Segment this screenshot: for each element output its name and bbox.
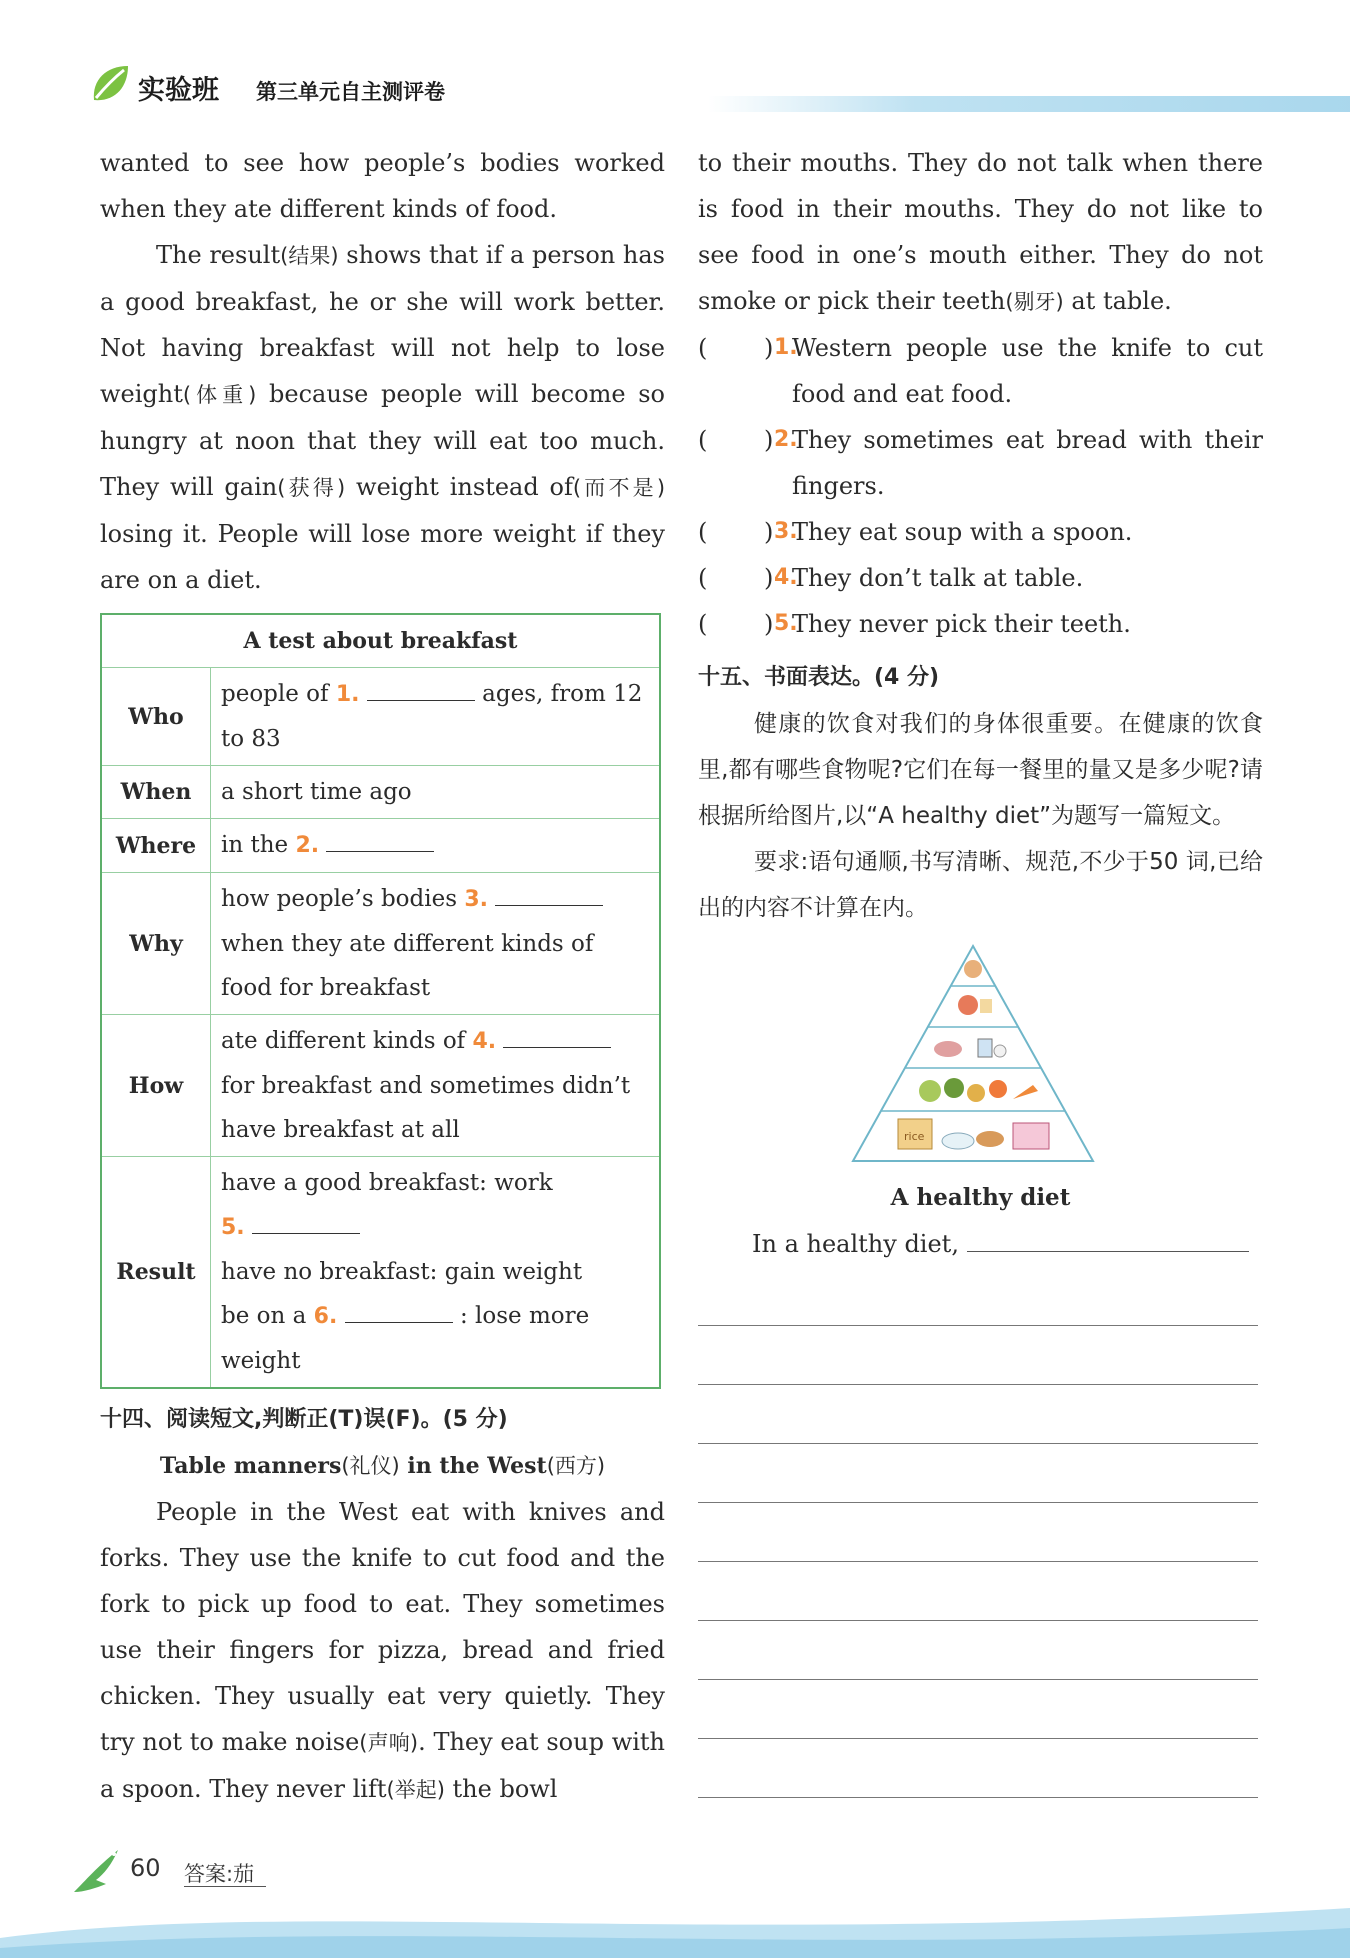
answer-blank-2[interactable] <box>326 829 434 852</box>
text-segment: losing it. People will lose more weight if they are on a diet. <box>100 520 665 594</box>
question-item <box>698 601 1263 647</box>
footer-wave-decor <box>0 1878 1350 1958</box>
right-column <box>698 140 1263 1798</box>
gloss: (获得) <box>277 476 346 500</box>
row-label-why: Why <box>101 873 211 1015</box>
answer-blank-3[interactable] <box>495 883 603 906</box>
cell-text: have a good breakfast: work <box>221 1170 553 1196</box>
question-number: 2. <box>774 427 798 452</box>
section-15-heading: 十五、书面表达。(4 分) <box>698 665 940 690</box>
answer-blank-1[interactable] <box>367 678 475 701</box>
page-header <box>88 58 1308 110</box>
reading-paragraph-2 <box>100 232 665 603</box>
text-segment: . They eat soup with a spoon. They never lift <box>100 1728 666 1803</box>
cell-text: ate different kinds of <box>221 1028 466 1054</box>
text-segment: People in the West eat with knives and forks. They use the knife to cut food and the fork to pick up food to eat. They sometimes use their fingers for pizza, bread and fried chicken. They usually eat very quietly. They try not to make noise <box>100 1498 665 1756</box>
writing-instruction: 健康的饮食对我们的身体很重要。在健康的饮食里,都有哪些食物呢?它们在每一餐里的量又是多少呢?请根据所给图片,以“A healthy diet”为题写一篇短文。 <box>698 711 1263 829</box>
writing-line[interactable] <box>698 1739 1258 1798</box>
question-number: 4. <box>774 565 798 590</box>
row-value-how <box>211 1015 661 1157</box>
answer-paren-open[interactable]: ( <box>698 610 708 638</box>
gloss: (而不是) <box>572 476 666 500</box>
text-segment: to their mouths. They do not talk when there is food in their mouths. They do not like to see food in one’s mouth either. They do not smoke or pick their teeth <box>698 149 1263 315</box>
writing-line[interactable] <box>698 1267 1258 1326</box>
writing-line[interactable] <box>698 1444 1258 1503</box>
gloss: (体重) <box>182 383 257 407</box>
text-segment: shows that if a person has a good breakfast, he or she will work better. Not having breakfast will not help to lose weight <box>100 241 665 408</box>
question-number: 3. <box>774 519 798 544</box>
cell-text: have no breakfast: gain weight <box>221 1259 583 1285</box>
cell-text: people of <box>221 681 329 707</box>
writing-requirement: 要求:语句通顺,书写清晰、规范,不少于50 词,已给出的内容不计算在内。 <box>698 849 1263 921</box>
page-number: 60 <box>130 1854 161 1882</box>
row-label-how: How <box>101 1015 211 1157</box>
diet-figure-caption: A healthy diet <box>890 1184 1071 1211</box>
row-value-result <box>211 1157 661 1389</box>
row-label-where: Where <box>101 819 211 873</box>
gloss: (结果) <box>280 244 339 268</box>
answer-paren-close: ) <box>764 334 774 362</box>
question-text: They eat soup with a spoon. <box>792 518 1133 546</box>
food-pyramid-figure <box>698 941 1263 1171</box>
answer-paren-open[interactable]: ( <box>698 334 708 362</box>
bird-decor-icon <box>66 1840 130 1900</box>
title-text: Table manners <box>159 1453 342 1479</box>
answer-paren-close: ) <box>764 610 774 638</box>
row-label-result: Result <box>101 1157 211 1389</box>
row-label-who: Who <box>101 668 211 766</box>
blank-number: 4. <box>472 1029 497 1054</box>
question-item <box>698 325 1263 417</box>
series-name: 实验班 <box>138 75 219 106</box>
rice-bag-label: rice <box>904 1130 925 1143</box>
row-label-when: When <box>101 766 211 819</box>
reading-paragraph-1: wanted to see how people’s bodies worked when they ate different kinds of food. <box>100 149 665 223</box>
cell-text: when they ate different kinds of food for breakfast <box>221 931 594 1001</box>
question-item <box>698 509 1263 555</box>
cell-text: : lose more weight <box>221 1303 590 1374</box>
row-value-when: a short time ago <box>211 766 661 819</box>
page-footer <box>0 1840 1350 1958</box>
text-segment: at table. <box>1063 287 1172 315</box>
writing-line[interactable] <box>698 1326 1258 1385</box>
row-value-where <box>211 819 661 873</box>
question-item <box>698 417 1263 509</box>
passage-paragraph <box>100 1489 665 1813</box>
unit-title: 第三单元自主测评卷 <box>256 80 445 104</box>
question-text: Western people use the knife to cut food and eat food. <box>792 334 1263 408</box>
cell-text: ages, from 12 to 83 <box>221 681 643 752</box>
gloss: (举起) <box>386 1778 445 1802</box>
gloss: (礼仪) <box>341 1454 400 1478</box>
gloss: (声响) <box>359 1731 419 1755</box>
true-false-questions <box>698 325 1263 647</box>
blank-number: 1. <box>335 682 360 707</box>
section-14-heading: 十四、阅读短文,判断正(T)误(F)。(5 分) <box>100 1407 508 1432</box>
blank-number: 3. <box>464 887 489 912</box>
leaf-logo-icon <box>88 62 134 106</box>
writing-line[interactable] <box>698 1562 1258 1621</box>
answer-underline <box>184 1886 266 1887</box>
gloss: (西方) <box>546 1454 606 1478</box>
essay-start-line <box>752 1221 1263 1267</box>
question-text: They sometimes eat bread with their fingers. <box>792 426 1263 500</box>
cell-text: in the <box>221 832 289 858</box>
answer-paren-open[interactable]: ( <box>698 564 708 592</box>
question-item <box>698 555 1263 601</box>
text-segment: because people will become so hungry at noon that they will eat too much. They will gain <box>100 380 666 501</box>
answer-blank-5[interactable] <box>252 1211 360 1234</box>
question-number: 1. <box>774 335 798 360</box>
answer-paren-open[interactable]: ( <box>698 518 708 546</box>
question-text: They never pick their teeth. <box>792 610 1131 638</box>
row-value-why <box>211 873 661 1015</box>
writing-line[interactable] <box>698 1385 1258 1444</box>
passage-continued <box>698 140 1263 325</box>
answer-note: 答案:茄 <box>184 1862 255 1886</box>
row-value-who <box>211 668 661 766</box>
gloss: (剔牙) <box>1005 290 1064 314</box>
result-line-6 <box>221 1294 649 1383</box>
cell-text: for breakfast and sometimes didn’t have breakfast at all <box>221 1073 631 1143</box>
answer-paren-close: ) <box>764 564 774 592</box>
text-segment: weight instead of <box>345 473 573 501</box>
cell-text: be on a <box>221 1303 307 1329</box>
essay-writing-blank[interactable] <box>967 1231 1249 1252</box>
question-text: They don’t talk at table. <box>792 564 1084 592</box>
answer-paren-close: ) <box>764 518 774 546</box>
essay-start-text: In a healthy diet, <box>752 1230 959 1258</box>
left-column <box>100 140 665 1813</box>
table-title: A test about breakfast <box>101 614 660 668</box>
writing-line[interactable] <box>698 1680 1258 1739</box>
writing-line[interactable] <box>698 1503 1258 1562</box>
text-segment: the bowl <box>444 1775 558 1803</box>
answer-paren-close: ) <box>764 426 774 454</box>
food-pyramid-icon <box>848 941 1098 1166</box>
question-number: 5. <box>774 611 798 636</box>
answer-blank-6[interactable] <box>345 1300 453 1323</box>
cell-text: how people’s bodies <box>221 886 458 912</box>
breakfast-test-table <box>100 613 661 1389</box>
answer-paren-open[interactable]: ( <box>698 426 708 454</box>
blank-number: 5. <box>221 1215 245 1240</box>
header-decor-band <box>708 96 1350 112</box>
title-text: in the West <box>399 1453 547 1479</box>
writing-line[interactable] <box>698 1621 1258 1680</box>
passage-title <box>100 1443 665 1489</box>
answer-blank-4[interactable] <box>503 1025 611 1048</box>
blank-number: 6. <box>313 1304 338 1329</box>
result-line-5 <box>221 1205 649 1250</box>
text-segment: The result <box>156 241 281 269</box>
blank-number: 2. <box>295 833 320 858</box>
